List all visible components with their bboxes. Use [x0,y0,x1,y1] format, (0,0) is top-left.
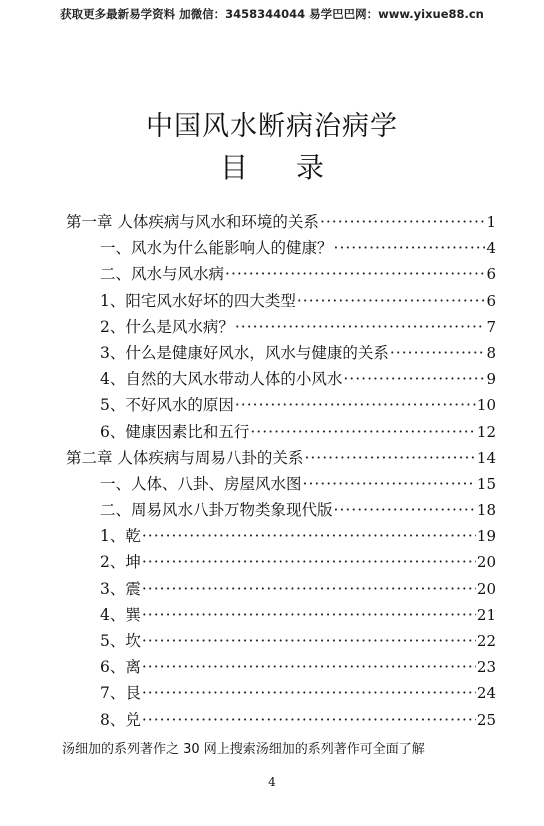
toc-entry-label: 2、什么是风水病？ [100,317,234,336]
toc-entry-page: 25 [476,710,496,729]
toc-entry-label: 6、健康因素比和五行 [100,422,250,441]
toc-entry [66,446,496,472]
toc-entry [66,367,496,393]
toc-entry [66,289,496,315]
dot-leader [142,553,476,571]
toc-entry-page: 10 [476,396,496,415]
dot-leader [142,580,476,598]
toc-entry [66,708,496,734]
toc-entry [66,524,496,550]
toc-entry-label: 5、坎 [100,632,141,650]
toc-entry-label: 1、乾 [100,527,141,546]
toc-entry-label: 第二章 人体疾病与周易八卦的关系 [66,448,304,467]
toc-entry-page: 1 [486,213,496,231]
footer-note: 汤细加的系列著作之 30 网上搜索汤细加的系列著作可全面了解 [62,742,425,757]
toc-entry [66,393,496,419]
toc-entry [66,603,496,629]
toc-entry-page: 9 [486,370,496,389]
toc-entry [66,236,496,262]
dot-leader [142,684,476,702]
toc-entry-page: 20 [476,553,496,572]
toc-entry-page: 21 [476,605,496,624]
toc-entry [66,210,496,236]
toc-entry-page: 6 [486,265,496,284]
toc-entry [66,681,496,707]
toc-entry [66,420,496,446]
toc-entry-page: 8 [486,343,496,362]
table-of-contents [66,210,496,734]
toc-entry-label: 二、风水与风水病 [100,265,225,284]
toc-entry-page: 4 [486,239,496,258]
dot-leader [235,396,476,414]
header-banner: 获取更多最新易学资料 加微信：3458344044 易学巴巴网：www.yixue88.cn [60,7,484,21]
toc-entry-label: 6、离 [100,658,141,677]
toc-entry-page: 23 [476,658,496,677]
dot-leader [334,239,486,257]
dot-leader [225,265,485,283]
dot-leader [320,213,486,231]
toc-entry-label: 8、兑 [100,710,141,729]
dot-leader [142,606,476,624]
toc-entry [66,629,496,655]
dot-leader [142,711,476,729]
toc-entry [66,550,496,576]
dot-leader [334,501,476,519]
toc-entry-label: 3、什么是健康好风水，风水与健康的关系 [100,343,389,362]
toc-entry-label: 1、阳宅风水好坏的四大类型 [100,291,296,310]
toc-entry-label: 二、周易风水八卦万物类象现代版 [100,501,333,520]
toc-entry-page: 18 [476,501,496,520]
dot-leader [142,632,476,650]
dot-leader [304,449,475,467]
toc-entry-page: 24 [476,684,496,703]
toc-entry-label: 一、风水为什么能影响人的健康？ [100,239,333,258]
dot-leader [343,370,485,388]
toc-entry-label: 5、不好风水的原因 [100,396,234,415]
toc-entry-label: 一、人体、八卦、房屋风水图 [100,474,302,493]
toc-entry [66,315,496,341]
toc-entry-label: 3、震 [100,579,141,598]
dot-leader [390,344,486,362]
toc-heading: 目录 [219,151,372,184]
toc-entry [66,577,496,603]
toc-entry-page: 15 [476,474,496,493]
dot-leader [303,475,476,493]
toc-entry [66,498,496,524]
toc-entry [66,472,496,498]
toc-entry [66,262,496,288]
toc-entry-page: 22 [476,632,496,650]
toc-entry-page: 6 [486,291,496,310]
toc-entry-label: 2、坤 [100,553,141,572]
toc-entry [66,341,496,367]
dot-leader [250,423,476,441]
toc-entry-label: 7、艮 [100,684,141,703]
dot-leader [235,318,486,336]
toc-entry-label: 第一章 人体疾病与风水和环境的关系 [66,213,319,231]
toc-entry-page: 14 [476,448,496,467]
book-title: 中国风水断病治病学 [146,111,398,142]
toc-entry-page: 7 [486,317,496,336]
toc-entry-page: 20 [476,579,496,598]
toc-entry-label: 4、巽 [100,605,141,624]
dot-leader [142,527,476,545]
page-number: 4 [268,775,276,789]
toc-entry-page: 19 [476,527,496,546]
toc-entry-page: 12 [476,422,496,441]
toc-entry [66,655,496,681]
dot-leader [142,658,476,676]
dot-leader [297,292,486,310]
toc-entry-label: 4、自然的大风水带动人体的小风水 [100,370,343,389]
